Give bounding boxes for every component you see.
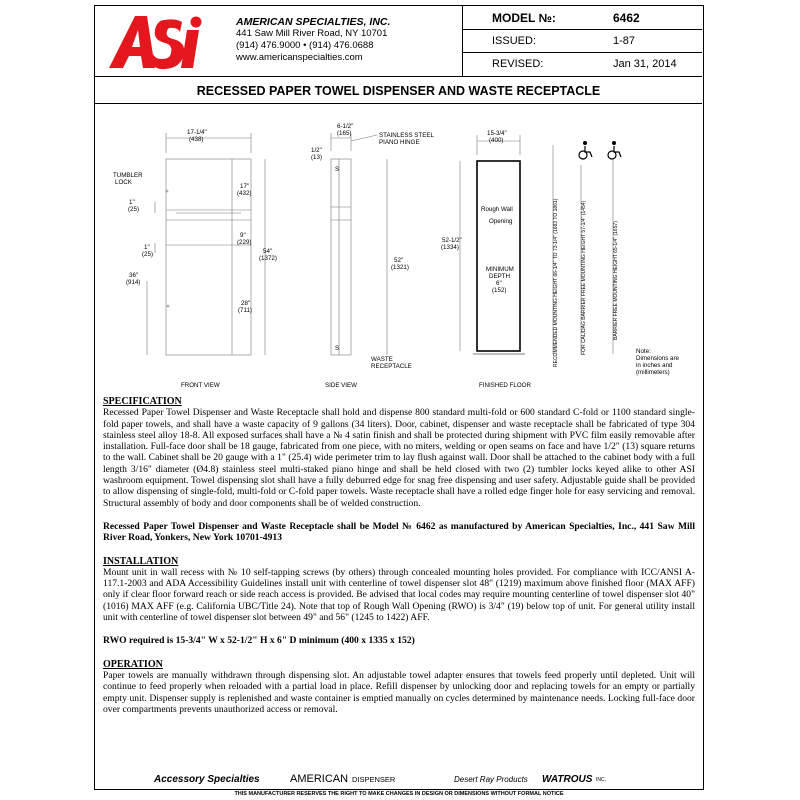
operation-text: Paper towels are manually withdrawn through dispensing slot. An adjustable towel adapter ensures that towels feed properly until depleted. Unit will continue to feed properly when reloaded with a partial load in place. Refill dispenser by unlocking door and replacing towels for an empty or partially empty unit. Dispenser supply is replenished and waste container is emptied manually on cycles determined by maintenance needs. Locking full-face door over compartments prevents unauthorized access or removal. <box>103 669 695 715</box>
svg-text:52": 52" <box>394 257 404 264</box>
spec-sheet <box>94 5 704 790</box>
svg-text:54": 54" <box>263 248 273 255</box>
svg-text:TUMBLER: TUMBLER <box>113 172 143 179</box>
brand-desert-ray: Desert Ray Products <box>454 775 528 784</box>
technical-drawing <box>95 105 702 395</box>
svg-text:LOCK: LOCK <box>115 179 132 186</box>
svg-text:(millimeters): (millimeters) <box>636 369 670 376</box>
asi-logo <box>107 12 217 72</box>
svg-text:PIANO HINGE: PIANO HINGE <box>379 139 420 146</box>
svg-text:(711): (711) <box>238 307 252 314</box>
header <box>95 6 702 77</box>
operation-heading: OPERATION <box>103 658 163 670</box>
brand-american: AMERICAN <box>290 773 349 785</box>
svg-text:(1321): (1321) <box>391 264 409 271</box>
wheelchair-icon <box>579 142 592 159</box>
svg-text:(165): (165) <box>337 130 352 137</box>
svg-text:in inches and: in inches and <box>636 362 673 369</box>
svg-text:(13): (13) <box>311 154 323 161</box>
issued-row: ISSUED: 1-87 <box>463 30 702 54</box>
svg-text:17": 17" <box>240 183 250 190</box>
svg-text:(438): (438) <box>189 136 204 143</box>
svg-text:9": 9" <box>240 232 246 239</box>
svg-text:DEPTH: DEPTH <box>489 273 510 280</box>
brand-watrous: WATROUS <box>542 774 593 785</box>
finished-floor-caption: FINISHED FLOOR <box>479 382 531 389</box>
disclaimer: THIS MANUFACTURER RESERVES THE RIGHT TO MAKE CHANGES IN DESIGN OR DIMENSIONS WITHOUT FORMAL NOTICE <box>234 791 564 797</box>
company-name: AMERICAN SPECIALTIES, INC. <box>236 16 391 28</box>
install-text: Mount unit in wall recess with № 10 self-tapping screws (by others) through concealed mounting holes provided. For compliance with ICC/ANSI A-117.1-2003 and ADA Accessibility Guidelines install unit with centerline of towel dispenser slot 48" (1219) maximum above finished floor (MAX AFF) only if clear floor forward reach or side reach access is provided. Be advised that local codes may require mounting centerline of towel dispenser slot 40" (1016) MAX AFF (e.g. California UBC/Title 24). Note that top of Rough Wall Opening (RWO) is 3/4" (19) below top of unit. For general utility install unit with centerline of towel dispenser slot between 49" and 56" (1245 to 1422) AFF. <box>103 566 695 624</box>
svg-text:(432): (432) <box>237 190 252 197</box>
company-web: www.americanspecialties.com <box>236 52 363 63</box>
svg-text:(400): (400) <box>489 137 504 144</box>
svg-text:Opening: Opening <box>489 218 513 225</box>
svg-text:6": 6" <box>496 280 502 287</box>
model-box <box>462 6 702 77</box>
document-body <box>103 396 695 715</box>
svg-text:S: S <box>335 166 340 173</box>
svg-text:(914): (914) <box>126 279 141 286</box>
brand-strip: Accessory Specialties AMERICAN DISPENSER Desert Ray Products WATROUS INC. <box>154 773 606 785</box>
svg-text:WASTE: WASTE <box>371 356 393 363</box>
brand-accessory: Accessory Specialties <box>154 774 260 785</box>
svg-text:Dimensions are: Dimensions are <box>636 355 679 362</box>
svg-text:1/2": 1/2" <box>311 147 322 154</box>
svg-text:(25): (25) <box>128 206 140 213</box>
svg-text:28": 28" <box>241 300 251 307</box>
svg-text:(1372): (1372) <box>259 255 277 262</box>
spec-heading: SPECIFICATION <box>103 396 182 407</box>
front-width: 17-1/4" <box>187 129 207 136</box>
model-line: Recessed Paper Towel Dispenser and Waste Receptacle shall be Model № 6462 as manufactured by American Specialties, Inc., 441 Saw Mill River Road, Yonkers, New York 10701-4913 <box>103 520 695 544</box>
svg-text:RECEPTACLE: RECEPTACLE <box>371 363 412 370</box>
svg-text:(25): (25) <box>142 251 154 258</box>
svg-text:(229): (229) <box>237 239 252 246</box>
svg-text:Rough Wall: Rough Wall <box>481 206 513 213</box>
model-row: MODEL №: 6462 <box>463 6 702 30</box>
document-title: RECESSED PAPER TOWEL DISPENSER AND WASTE RECEPTACLE <box>95 78 702 104</box>
front-view-caption: FRONT VIEW <box>181 382 220 389</box>
svg-text:1": 1" <box>144 244 150 251</box>
wheelchair-icon <box>608 142 621 159</box>
svg-text:MINIMUM: MINIMUM <box>486 266 514 273</box>
svg-text:STAINLESS STEEL: STAINLESS STEEL <box>379 132 434 139</box>
svg-text:(152): (152) <box>492 287 507 294</box>
svg-text:FOR CAL/DAG BARRIER FREE MOUNT: FOR CAL/DAG BARRIER FREE MOUNTING HEIGHT 57-1/4" (1454) <box>581 200 587 355</box>
spec-text: Recessed Paper Towel Dispenser and Waste Receptacle shall hold and dispense 800 standard multi-fold or 600 standard C-fold or 1100 standard single-fold paper towels, and shall have a waste capacity of 9 gallons (34 liters). Door, cabinet, dispenser and waste receptacle shall be fabricated of type 304 stainless steel alloy 18-8. All exposed surfaces shall have a № 4 satin finish and shall be protected during shipment with PVC film easily removable after installation. Full-face door shall be 18 gauge, fabricated from one piece, with no miters, welding or open seams on face and have 1/2" (13) square returns to the wall. Cabinet shall be 20 gauge with a 1" (25.4) wide perimeter trim to lay flush against wall. Door shall be attached to the cabinet body with a full length 3/16" diameter (Ø4.8) stainless steel multi-staked piano hinge and shall be held closed with two (2) tumbler locks keyed alike to other ASI washroom equipment. Towel dispensing slot shall have a fully deburred edge for snag free dispensing and user safety. Adjustable guide shall be provided to allow dispensing of single-fold, multi-fold or C-fold paper towels. Waste receptacle shall have a rolled edge finger hole for easy servicing and removal. Structural assembly of body and door components shall be of welded construction. <box>103 407 695 509</box>
svg-text:(1334): (1334) <box>441 244 459 251</box>
svg-text:52-1/2": 52-1/2" <box>442 237 462 244</box>
svg-text:RECOMMENDED MOUNTING HEIGHT 66: RECOMMENDED MOUNTING HEIGHT 66-1/4" TO 73-1/4" (1683 TO 1861) <box>553 198 559 367</box>
install-heading: INSTALLATION <box>103 555 179 567</box>
svg-text:BARRIER FREE MOUNTING HEIGHT 6: BARRIER FREE MOUNTING HEIGHT 65-1/4" (1657) <box>613 221 619 340</box>
svg-text:S: S <box>335 345 340 352</box>
company-address: 441 Saw Mill River Road, NY 10701 <box>236 28 388 39</box>
revised-row: REVISED: Jan 31, 2014 <box>492 58 677 70</box>
svg-text:36": 36" <box>129 272 139 279</box>
rwo-line: RWO required is 15-3/4" W x 52-1/2" H x 6" D minimum (400 x 1335 x 152) <box>103 635 415 647</box>
side-view-caption: SIDE VIEW <box>325 382 357 389</box>
svg-text:6-1/2": 6-1/2" <box>337 123 354 130</box>
svg-text:Note:: Note: <box>636 348 651 355</box>
svg-text:15-3/4": 15-3/4" <box>487 130 507 137</box>
company-block <box>236 16 390 64</box>
company-phone: (914) 476.9000 • (914) 476.0688 <box>236 40 374 51</box>
svg-text:1": 1" <box>129 199 135 206</box>
